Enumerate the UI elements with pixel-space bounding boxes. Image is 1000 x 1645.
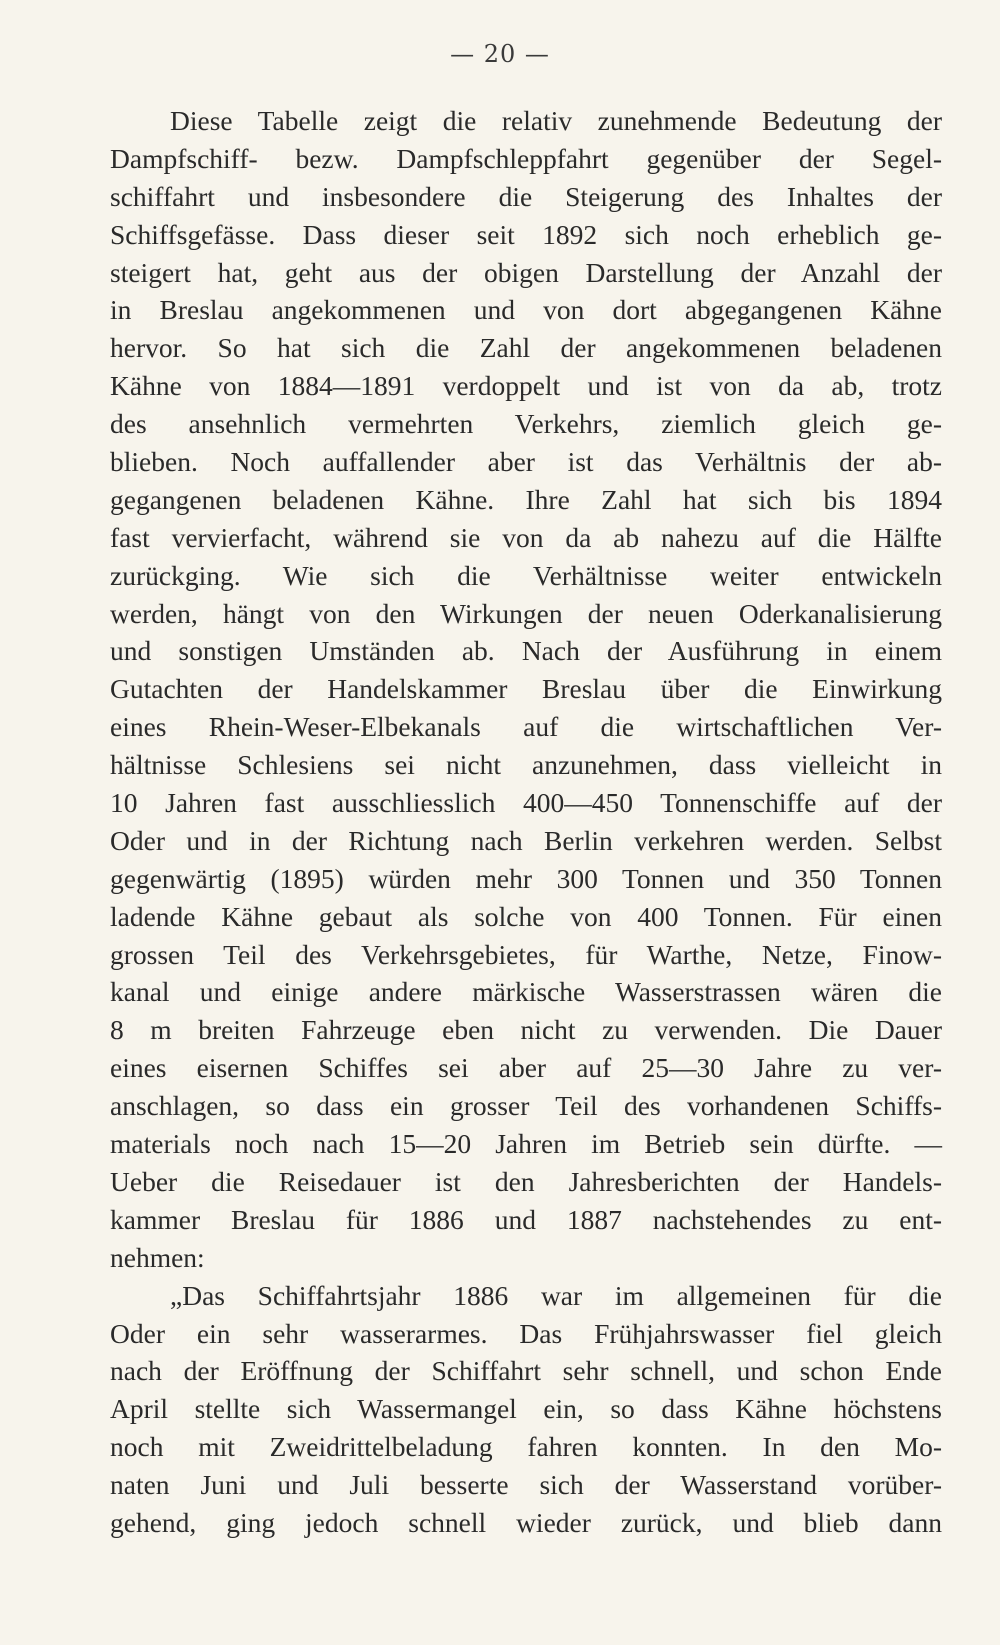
text-line: Diese Tabelle zeigt die relativ zunehmende Bedeutung der: [170, 105, 942, 136]
text-line: Oder ein sehr wasserarmes. Das Frühjahrswasser fiel gleich: [110, 1317, 942, 1349]
text-line: nach der Eröffnung der Schiffahrt sehr schnell, und schon Ende: [110, 1355, 942, 1387]
text-line: ladende Kähne gebaut als solche von 400 Tonnen. Für einen: [110, 900, 942, 932]
text-line: steigert hat, geht aus der obigen Darstellung der Anzahl der: [110, 256, 942, 288]
text-line: werden, hängt von den Wirkungen der neuen Oderkanalisierung: [110, 597, 942, 629]
text-line: kanal und einige andere märkische Wasserstrassen wären die: [110, 976, 942, 1008]
page-number: — 20 —: [450, 40, 550, 68]
text-line: gegenwärtig (1895) würden mehr 300 Tonnen und 350 Tonnen: [110, 862, 942, 894]
body-text: [110, 102, 942, 1542]
text-line: April stellte sich Wassermangel ein, so dass Kähne höchstens: [110, 1393, 942, 1425]
text-line: hervor. So hat sich die Zahl der angekommenen beladenen: [110, 332, 942, 364]
text-line: fast vervierfacht, während sie von da ab nahezu auf die Hälfte: [110, 521, 942, 553]
text-line: blieben. Noch auffallender aber ist das Verhältnis der ab-: [110, 446, 942, 478]
text-line: zurückging. Wie sich die Verhältnisse weiter entwickeln: [110, 559, 942, 591]
text-line: naten Juni und Juli besserte sich der Wasserstand vorüber-: [110, 1469, 942, 1501]
text-line: in Breslau angekommenen und von dort abgegangenen Kähne: [110, 294, 942, 326]
text-line: nehmen:: [110, 1241, 205, 1273]
text-line: materials noch nach 15—20 Jahren im Betrieb sein dürfte. —: [110, 1128, 942, 1160]
text-line: schiffahrt und insbesondere die Steigerung des Inhaltes der: [110, 180, 942, 212]
text-line: eines eisernen Schiffes sei aber auf 25—30 Jahre zu ver-: [110, 1052, 942, 1084]
text-line: 8 m breiten Fahrzeuge eben nicht zu verwenden. Die Dauer: [110, 1014, 942, 1046]
text-line: anschlagen, so dass ein grosser Teil des vorhandenen Schiffs-: [110, 1090, 942, 1122]
text-line: Dampfschiff- bezw. Dampfschleppfahrt gegenüber der Segel-: [110, 142, 942, 174]
text-line: gehend, ging jedoch schnell wieder zurück, und blieb dann: [110, 1506, 942, 1538]
text-line: Kähne von 1884—1891 verdoppelt und ist von da ab, trotz: [110, 370, 942, 402]
text-line: gegangenen beladenen Kähne. Ihre Zahl hat sich bis 1894: [110, 483, 942, 515]
text-line: Schiffsgefässe. Dass dieser seit 1892 sich noch erheblich ge-: [110, 218, 942, 250]
text-line: „Das Schiffahrtsjahr 1886 war im allgemeinen für die: [170, 1279, 942, 1311]
text-line: Gutachten der Handelskammer Breslau über die Einwirkung: [110, 673, 942, 705]
text-line: und sonstigen Umständen ab. Nach der Ausführung in einem: [110, 635, 942, 667]
text-line: kammer Breslau für 1886 und 1887 nachstehendes zu ent-: [110, 1203, 942, 1235]
text-line: grossen Teil des Verkehrsgebietes, für Warthe, Netze, Finow-: [110, 938, 942, 970]
text-line: noch mit Zweidrittelbeladung fahren konnten. In den Mo-: [110, 1431, 942, 1463]
text-line: hältnisse Schlesiens sei nicht anzunehmen, dass vielleicht in: [110, 749, 942, 781]
text-line: Oder und in der Richtung nach Berlin verkehren werden. Selbst: [110, 824, 942, 856]
text-line: eines Rhein-Weser-Elbekanals auf die wirtschaftlichen Ver-: [110, 711, 942, 743]
text-line: des ansehnlich vermehrten Verkehrs, ziemlich gleich ge-: [110, 408, 942, 440]
text-line: 10 Jahren fast ausschliesslich 400—450 Tonnenschiffe auf der: [110, 787, 942, 819]
text-line: Ueber die Reisedauer ist den Jahresberichten der Handels-: [110, 1165, 942, 1197]
